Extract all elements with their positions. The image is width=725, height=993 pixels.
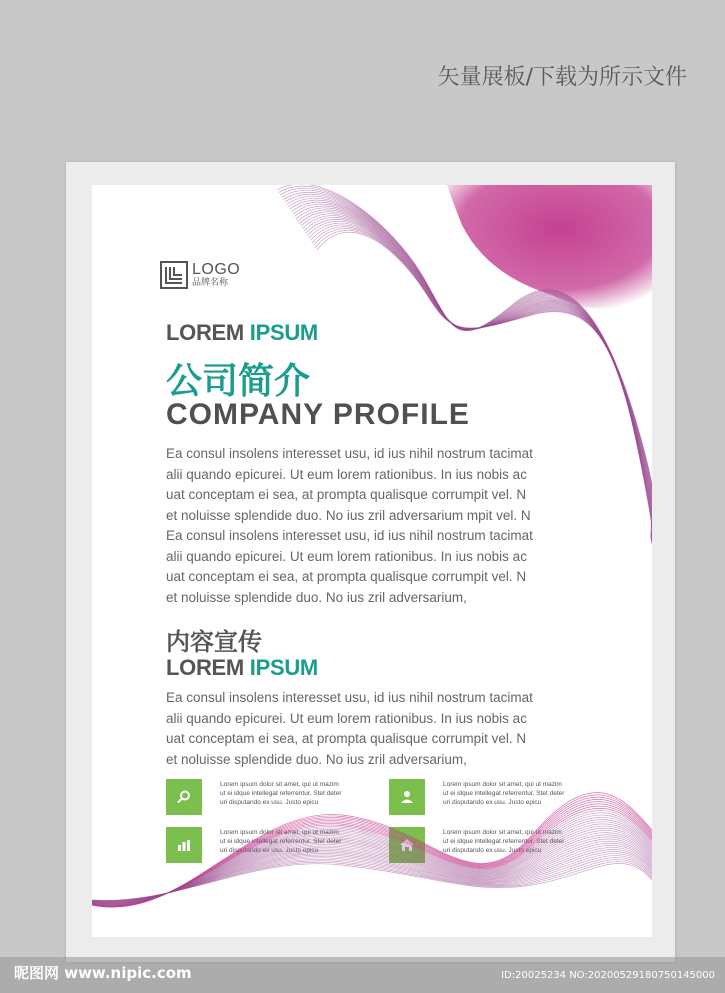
section2-lorem: LOREM: [166, 655, 244, 680]
feature-line: ut ei idque intellegat referrentur. Stet deter: [443, 838, 565, 845]
section2-line: uat conceptam ei sea, at prompta qualisque corrumpit vel. N: [166, 731, 527, 746]
home-icon: [389, 827, 425, 863]
logo-word: LOGO: [192, 261, 241, 278]
feature-line: Lorem ipsum dolor sit amet, qui ut mazim: [443, 781, 562, 788]
feature-line: ut ei idque intellegat referrentur. Stet deter: [443, 790, 565, 797]
watermark-right: ID:20025234 NO:20200529180750145000: [501, 970, 715, 981]
intro-line: uat conceptam ei sea, at prompta qualisque corrumpit vel. N: [166, 569, 527, 584]
feature-line: uri disputando ex usu. Justo epicu: [220, 847, 319, 854]
feature-text: [220, 780, 360, 807]
feature-item-chart: [166, 827, 360, 863]
feature-line: ut ei idque intellegat referrentur. Stet deter: [220, 838, 342, 845]
intro-line: Ea consul insolens interesset usu, id ius nihil nostrum tacimat: [166, 446, 533, 461]
user-icon: [389, 779, 425, 815]
section2-lorem-ipsum: [166, 655, 318, 681]
logo: [160, 261, 240, 289]
section2-line: alii quando epicurei. Ut eum lorem rationibus. In ius nobis ac: [166, 710, 527, 726]
search-icon: [166, 779, 202, 815]
poster: [92, 185, 652, 937]
top-caption: 矢量展板/下载为所示文件: [437, 65, 687, 90]
header-lorem: LOREM: [166, 320, 244, 345]
title-en: COMPANY PROFILE: [166, 398, 470, 431]
feature-line: Lorem ipsum dolor sit amet, qui ut mazim: [220, 829, 339, 836]
intro-line: alii quando epicurei. Ut eum lorem rationibus. In ius nobis ac: [166, 548, 527, 564]
title-cn: 公司简介: [166, 361, 311, 402]
feature-text: [443, 780, 583, 807]
feature-text: [220, 828, 360, 855]
intro-line: uat conceptam ei sea, at prompta qualisque corrumpit vel. N: [166, 487, 527, 502]
section2-line: Ea consul insolens interesset usu, id ius nihil nostrum tacimat: [166, 690, 533, 705]
header-ipsum: IPSUM: [249, 320, 318, 345]
section2-line: et noluisse splendide duo. No ius zril adversarium,: [166, 751, 467, 767]
intro-line: et noluisse splendide duo. No ius zril adversarium mpit vel. N: [166, 507, 531, 523]
brand-name: 品牌名称: [192, 278, 229, 288]
intro-line: Ea consul insolens interesset usu, id ius nihil nostrum tacimat: [166, 528, 533, 543]
feature-line: uri disputando ex usu. Justo epicu: [443, 847, 542, 854]
watermark-bar: [0, 957, 725, 993]
feature-line: Lorem ipsum dolor sit amet, qui ut mazim: [220, 781, 339, 788]
section2-text: [166, 688, 586, 770]
header-lorem-ipsum: [166, 320, 318, 346]
feature-item-user: [389, 779, 583, 815]
section2-ipsum: IPSUM: [249, 655, 318, 680]
feature-text: [443, 828, 583, 855]
feature-line: Lorem ipsum dolor sit amet, qui ut mazim: [443, 829, 562, 836]
bar-chart-icon: [166, 827, 202, 863]
watermark-left: 昵图网 www.nipic.com: [14, 964, 192, 982]
logo-mark-icon: [160, 261, 188, 289]
feature-line: uri disputando ex usu. Justo epicu: [220, 799, 319, 806]
intro-line: alii quando epicurei. Ut eum lorem rationibus. In ius nobis ac: [166, 466, 527, 482]
intro-text: [166, 444, 586, 608]
feature-item-home: [389, 827, 583, 863]
feature-line: uri disputando ex usu. Justo epicu: [443, 799, 542, 806]
feature-line: ut ei idque intellegat referrentur. Stet deter: [220, 790, 342, 797]
intro-line: et noluisse splendide duo. No ius zril adversarium,: [166, 589, 467, 605]
feature-item-search: [166, 779, 360, 815]
section2-title-cn: 内容宣传: [166, 628, 262, 656]
